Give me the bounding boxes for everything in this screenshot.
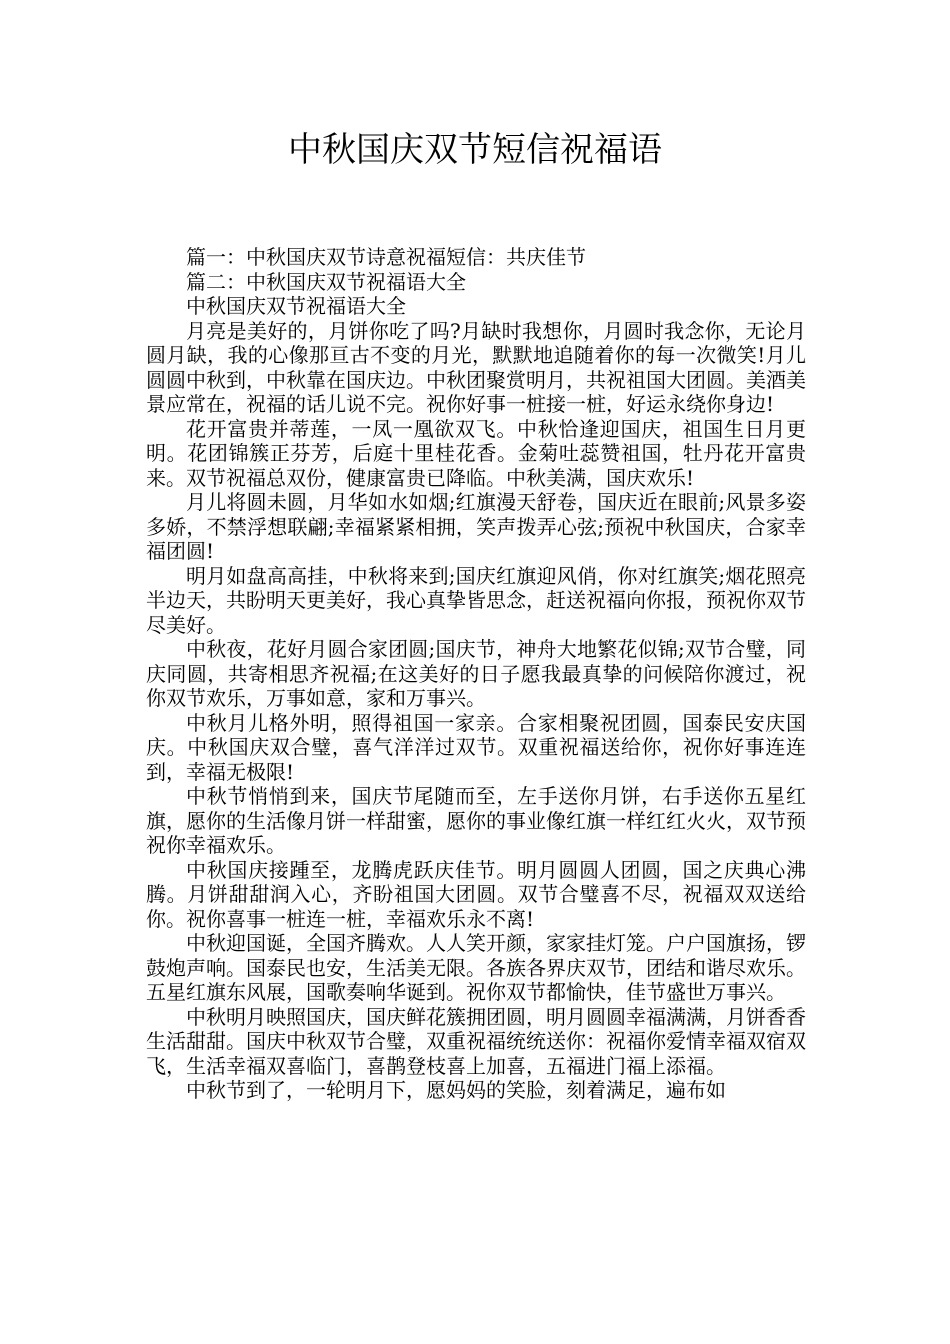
paragraph: 明月如盘高高挂，中秋将来到;国庆红旗迎风俏，你对红旗笑;烟花照亮半边天，共盼明天更美好，我心真挚皆思念，赶送祝福向你报，预祝你双节尽美好。 [146,563,806,637]
paragraph: 中秋国庆接踵至，龙腾虎跃庆佳节。明月圆圆人团圆，国之庆典心沸腾。月饼甜甜润入心，齐盼祖国大团圆。双节合璧喜不尽，祝福双双送给你。祝你喜事一桩连一桩，幸福欢乐永不离! [146,857,806,931]
paragraph: 中秋迎国诞，全国齐腾欢。人人笑开颜，家家挂灯笼。户户国旗扬，锣鼓炮声响。国泰民也安，生活美无限。各族各界庆双节，团结和谐尽欢乐。五星红旗东风展，国歌奏响华诞到。祝你双节都愉快，佳节盛世万事兴。 [146,931,806,1004]
heading-part-two: 篇二：中秋国庆双节祝福语大全 [186,269,466,294]
paragraph: 中秋节悄悄到来，国庆节尾随而至，左手送你月饼，右手送你五星红旗，愿你的生活像月饼一样甜蜜，愿你的事业像红旗一样红红火火，双节预祝你幸福欢乐。 [146,784,806,857]
paragraph: 花开富贵并蒂莲，一凤一凰欲双飞。中秋恰逢迎国庆，祖国生日月更明。花团锦簇正芬芳，后庭十里桂花香。金菊吐蕊赞祖国，牡丹花开富贵来。双节祝福总双份，健康富贵已降临。中秋美满，国庆欢乐! [146,416,806,490]
paragraph: 中秋夜，花好月圆合家团圆;国庆节，神舟大地繁花似锦;双节合璧，同庆同圆，共寄相思齐祝福;在这美好的日子愿我最真挚的问候陪你渡过，祝你双节欢乐，万事如意，家和万事兴。 [146,637,806,710]
paragraph: 中秋月儿格外明，照得祖国一家亲。合家相聚祝团圆，国泰民安庆国庆。中秋国庆双合璧，喜气洋洋过双节。双重祝福送给你，祝你好事连连到，幸福无极限! [146,710,806,784]
paragraph: 中秋明月映照国庆，国庆鲜花簇拥团圆，明月圆圆幸福满满，月饼香香生活甜甜。国庆中秋双节合璧，双重祝福统统送你：祝福你爱情幸福双宿双飞，生活幸福双喜临门，喜鹊登枝喜上加喜，五福进门福上添福。 [146,1004,806,1078]
paragraph: 中秋节到了，一轮明月下，愿妈妈的笑脸，刻着满足，遍布如 [186,1078,726,1102]
paragraph: 月儿将圆未圆，月华如水如烟;红旗漫天舒卷，国庆近在眼前;风景多姿多娇，不禁浮想联翩;幸福紧紧相拥，笑声拨弄心弦;预祝中秋国庆，合家幸福团圆! [146,490,806,563]
heading-part-one: 篇一：中秋国庆双节诗意祝福短信：共庆佳节 [186,245,586,269]
document-body [146,245,806,1103]
paragraph: 月亮是美好的，月饼你吃了吗?月缺时我想你，月圆时我念你，无论月圆月缺，我的心像那亘古不变的月光，默默地追随着你的每一次微笑!月儿圆圆中秋到，中秋靠在国庆边。中秋团聚赏明月，共祝祖国大团圆。美酒美景应常在，祝福的话儿说不完。祝你好事一桩接一桩，好运永绕你身边! [146,318,806,416]
document-title: 中秋国庆双节短信祝福语 [288,130,662,170]
section-heading: 中秋国庆双节祝福语大全 [186,294,406,318]
